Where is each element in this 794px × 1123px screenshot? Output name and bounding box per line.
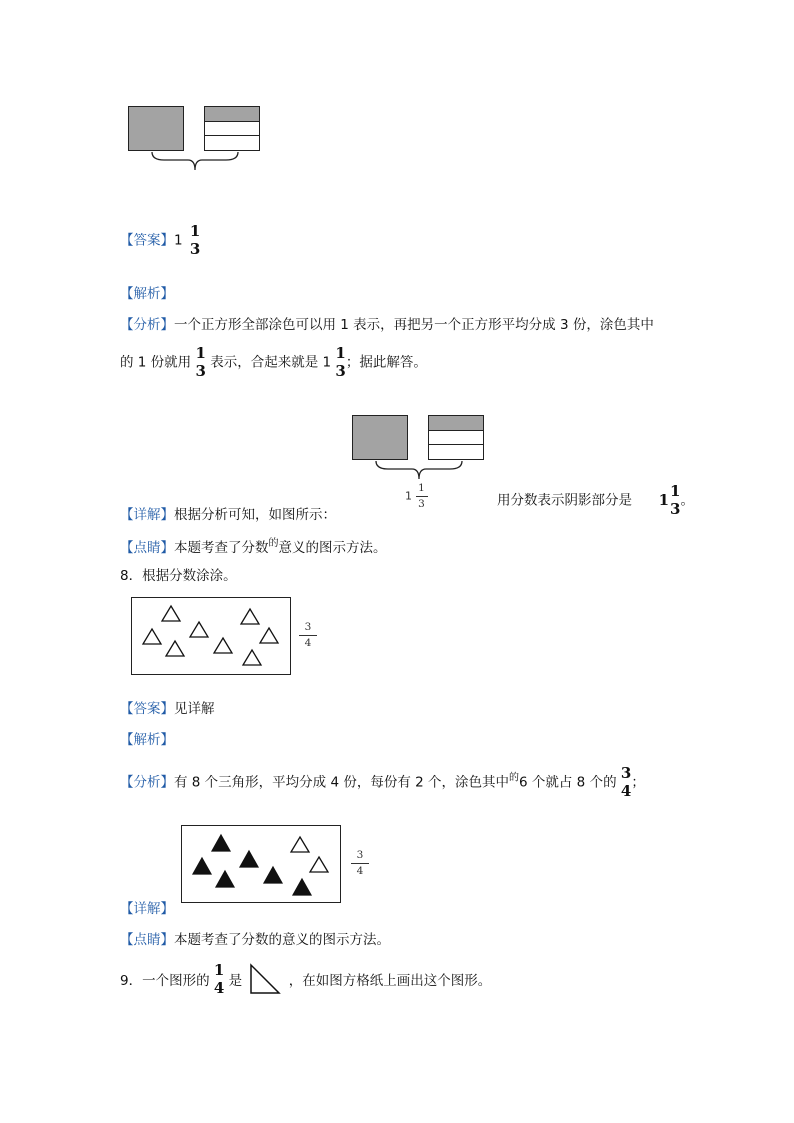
detail-tag: 【详解】 — [120, 507, 174, 523]
detail-shaded-square — [352, 415, 408, 460]
q7-dianjing-line: 【点睛】本题考查了分数$^的$意义的图示方法。 — [120, 538, 387, 556]
q7-analysis-tag: 【解析】 — [120, 286, 174, 302]
shaded-square — [128, 106, 184, 151]
analysis-text-2b: 表示，合起来就是 1 — [210, 354, 332, 371]
thirds-square — [204, 106, 260, 151]
q8-analysis-tag: 【解析】 — [120, 732, 174, 748]
q7-answer-line — [120, 224, 200, 257]
q8-title: 8．根据分数涂涂。 — [120, 568, 237, 584]
q8-dianjing-line: 【点睛】本题考查了分数的意义的图示方法。 — [120, 932, 390, 948]
fenxi-tag: 【分析】 — [120, 317, 174, 333]
answer-whole: 1 — [174, 232, 183, 249]
dianjing-tag: 【点睛】 — [120, 540, 174, 556]
answer-tag: 【答案】 — [120, 232, 174, 249]
right-triangle-icon — [248, 962, 282, 996]
analysis-text-1: 一个正方形全部涂色可以用 1 表示，再把另一个正方形平均分成 3 份，涂色其中 — [174, 317, 654, 333]
q8-detail-box — [181, 825, 341, 903]
q8-analysis-line: 【分析】有 8 个三角形，平均分成 4 份，每份有 2 个，涂色其中$^的$6 个就占 8 个的 3 4 ； — [120, 764, 645, 800]
detail-thirds-square — [428, 415, 484, 460]
q7-detail-line — [120, 503, 336, 523]
detail-text: 根据分析可知，如图所示： — [174, 507, 336, 523]
q8-answer-line: 【答案】见详解 — [120, 701, 215, 717]
one-third-fraction: 1 3 — [195, 344, 206, 380]
detail-result-mixed: 1 1 3 — [658, 482, 681, 518]
analysis-text-2c: ；据此解答。 — [345, 354, 427, 371]
brace — [150, 150, 240, 174]
detail-end: 。 — [680, 492, 694, 509]
one-third-fraction-2: 1 3 — [335, 344, 346, 380]
detail-result-text: 用分数表示阴影部分是 — [497, 492, 632, 509]
q8-triangle-box — [131, 597, 291, 675]
q9-title-line: 9．一个图形的 1 4 是 ，在如图方格纸上画出这个图形。 — [120, 960, 492, 997]
detail-figure-label: 1 $\frac{1}{3}$ — [405, 483, 428, 509]
outline-triangles — [132, 598, 289, 673]
q8-answer-text: 见详解 — [174, 701, 215, 717]
q7-analysis-line2 — [120, 346, 427, 379]
q9-fraction: 1 4 — [213, 960, 225, 997]
analysis-text-2a: 的 1 份就用 — [120, 354, 192, 371]
q8-figure-fraction: $\frac{3}{4}$ — [299, 622, 317, 648]
filled-triangles — [182, 826, 339, 901]
detail-brace — [374, 459, 464, 483]
q8-detail-tag: 【详解】 — [120, 901, 174, 917]
q7-detail-result — [497, 484, 694, 517]
q8-detail-fraction: $\frac{3}{4}$ — [351, 850, 369, 876]
q7-analysis-line1 — [120, 313, 654, 333]
answer-fraction: 1 3 — [189, 222, 201, 258]
q8-analysis-fraction: 3 4 — [620, 764, 632, 800]
